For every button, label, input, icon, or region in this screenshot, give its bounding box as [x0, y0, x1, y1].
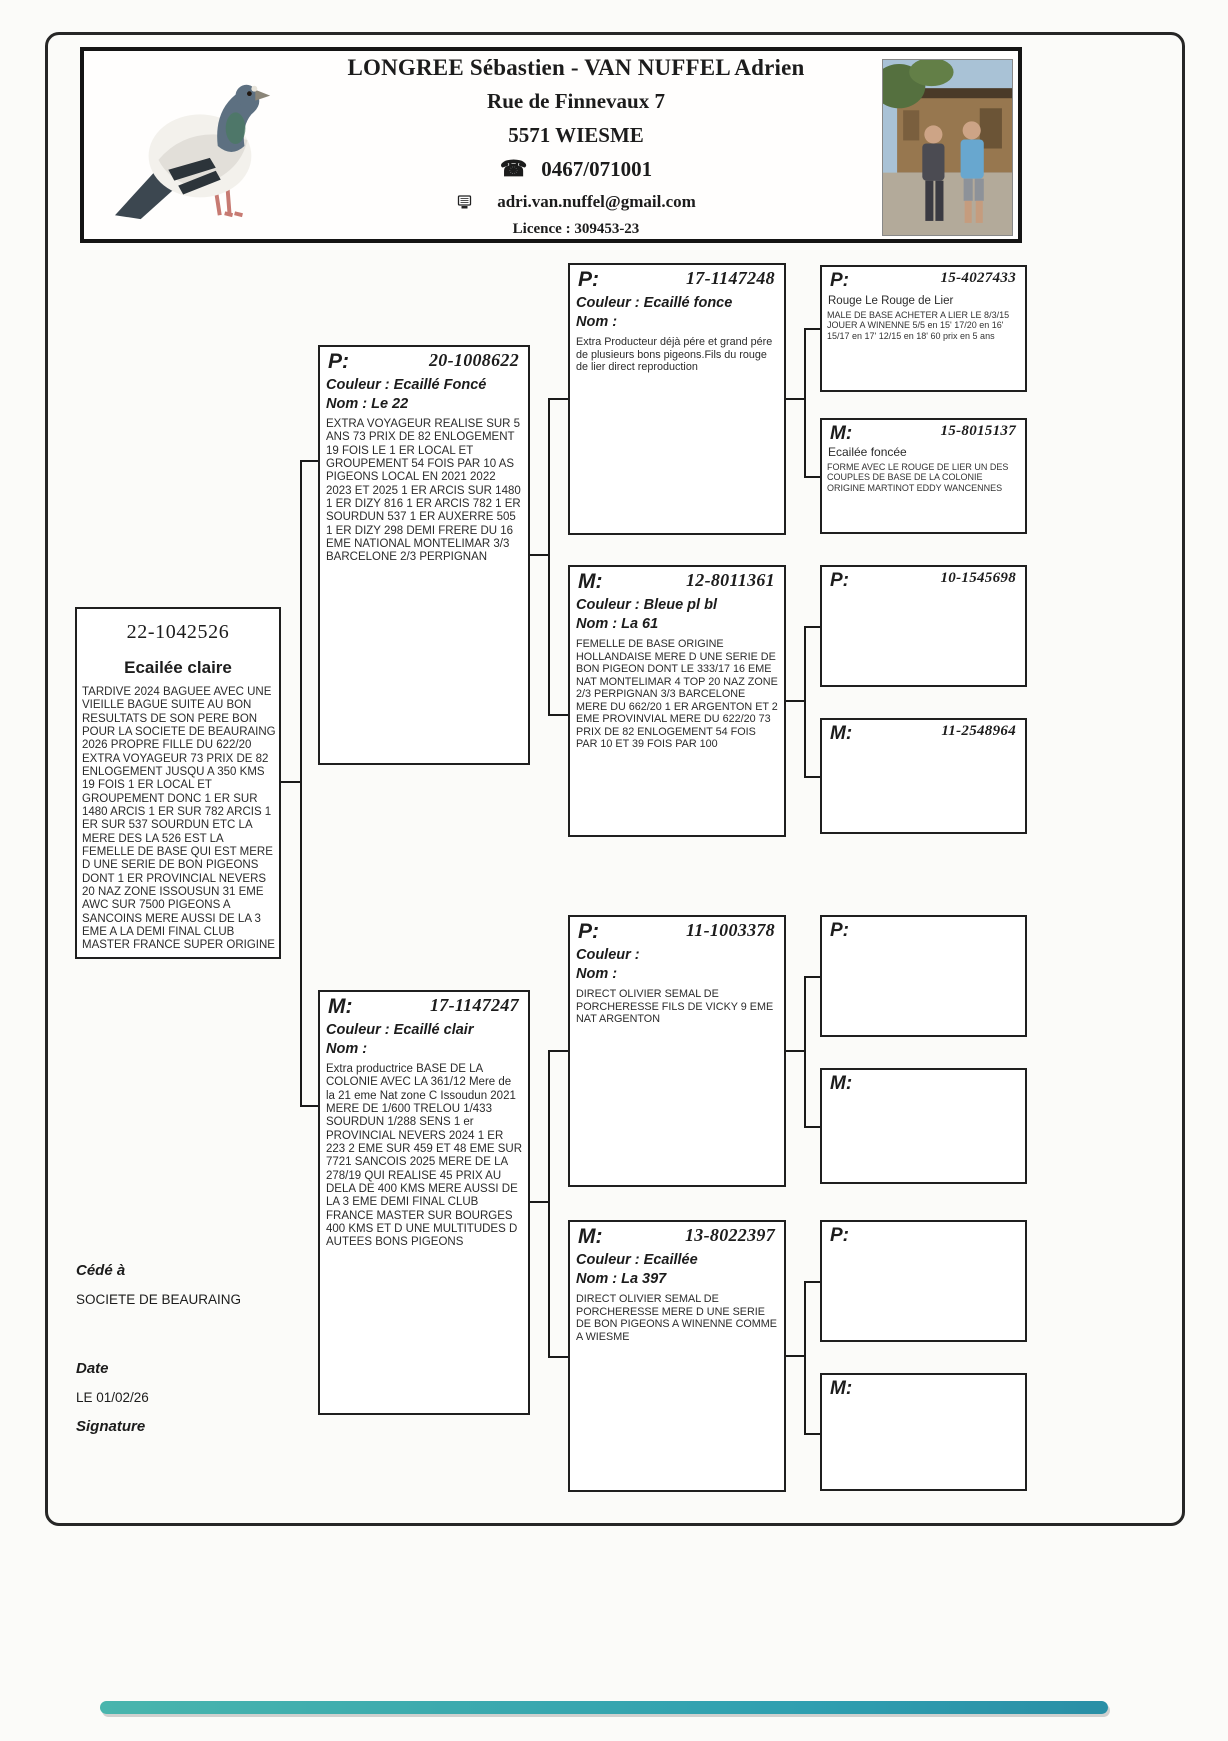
description-text: MALE DE BASE ACHETER A LIER LE 8/3/15 JOUER A WINENNE 5/5 en 15' 17/20 en 16' 15/17 en 17' 12/15 en 18' 60 prix en 5 ans	[827, 310, 1010, 341]
granddam-paternal-box	[568, 565, 786, 837]
granddam-maternal-box	[568, 1220, 786, 1492]
ring-number: 15-8015137	[940, 423, 1016, 439]
connector-line	[786, 1355, 804, 1357]
owner-address: Rue de Finnevaux 7	[487, 89, 665, 113]
role-label: P:	[830, 270, 849, 291]
connector-line	[806, 776, 820, 778]
connector-line	[281, 781, 300, 783]
connector-line	[804, 1281, 806, 1435]
ggparent-box-6	[820, 1068, 1027, 1184]
role-label: M:	[830, 423, 853, 444]
connector-line	[530, 554, 548, 556]
nom-line: Nom :	[576, 314, 618, 330]
dam-couleur: Couleur : Ecaillé clair	[326, 1022, 474, 1038]
sire-ring: 20-1008622	[429, 350, 519, 370]
sire-label: P:	[328, 350, 349, 373]
connector-line	[550, 1356, 568, 1358]
description-text: DIRECT OLIVIER SEMAL DE PORCHERESSE MERE D UNE SERIE DE BON PIGEONS A WINENNE COMME A WIESME	[576, 1293, 777, 1343]
grandsire-maternal-box	[568, 915, 786, 1187]
couleur-line: Couleur : Ecaillée	[576, 1252, 698, 1268]
couleur-line: Couleur :	[576, 947, 640, 963]
email-icon	[456, 195, 473, 210]
connector-line	[550, 714, 568, 716]
connector-line	[806, 626, 820, 628]
ggparent-box-2	[820, 418, 1027, 534]
role-label: M:	[578, 570, 603, 593]
owners-photo	[882, 59, 1013, 236]
role-label: P:	[830, 1225, 849, 1246]
color-name-line: Rouge Le Rouge de Lier	[828, 295, 954, 307]
grandsire-paternal-box	[568, 263, 786, 535]
bottom-scan-bar	[100, 1701, 1108, 1714]
ggparent-box-7	[820, 1220, 1027, 1342]
signature-label: Signature	[76, 1418, 146, 1435]
dam-description: Extra productrice BASE DE LA COLONIE AVEC LA 361/12 Mere de la 21 eme Nat zone C Issoudun 2021 MERE DE 1/600 TRELOU 1/433 SOURDUN 1/288 SENS 1 er PROVINCIAL NEVERS 2024 1 ER 223 2 EME SUR 459 ET 48 EME SUR 7721 SANCOIS 2025 MERE DE LA 278/19 QUI REALISE 45 PRIX AU DELA DE 400 KMS MERE AUSSI DE LA 3 EME DEMI FINAL CLUB FRANCE MASTER SUR BOURGES 400 KMS ET D UNE MULTITUDES D AUTEES BONS PIGEONS	[326, 1063, 523, 1249]
connector-line	[806, 476, 820, 478]
father-box	[318, 345, 530, 765]
role-label: M:	[578, 1225, 603, 1248]
connector-line	[550, 398, 568, 400]
connector-line	[786, 700, 804, 702]
connector-line	[302, 1105, 318, 1107]
ceded-label: Cédé à	[76, 1262, 126, 1279]
connector-line	[804, 328, 806, 478]
header	[80, 47, 1022, 243]
licence: Licence : 309453-23	[512, 221, 640, 237]
connector-line	[530, 1201, 548, 1203]
dam-ring: 17-1147247	[429, 995, 519, 1015]
subject-color: Ecailée claire	[124, 658, 232, 677]
connector-line	[300, 460, 302, 1107]
subject-ring: 22-1042526	[126, 621, 230, 643]
role-label: P:	[830, 570, 849, 591]
phone-number: 0467/071001	[541, 157, 653, 181]
ring-number: 15-4027433	[940, 270, 1016, 286]
connector-line	[804, 976, 806, 1128]
connector-line	[786, 398, 804, 400]
dam-nom: Nom :	[326, 1041, 368, 1057]
description-text: Extra Producteur déjà pére et grand pére de plusieurs bons pigeons.Fils du rouge de lier direct reproduction	[576, 336, 773, 374]
connector-line	[806, 1433, 820, 1435]
subject-box	[75, 607, 281, 959]
sire-couleur: Couleur : Ecaillé Foncé	[326, 377, 487, 393]
dam-label: M:	[328, 995, 353, 1018]
sire-nom: Nom : Le 22	[326, 396, 409, 412]
ring-number: 13-8022397	[685, 1225, 775, 1245]
ggparent-box-4	[820, 718, 1027, 834]
connector-line	[804, 626, 806, 778]
owner-city: 5571 WIESME	[508, 123, 644, 147]
date-value: LE 01/02/26	[76, 1390, 149, 1405]
role-label: P:	[830, 920, 849, 941]
ring-number: 11-2548964	[941, 723, 1016, 739]
ggparent-box-3	[820, 565, 1027, 687]
role-label: M:	[830, 1073, 853, 1094]
ggparent-box-5	[820, 915, 1027, 1037]
ring-number: 17-1147248	[685, 268, 775, 288]
role-label: P:	[578, 920, 599, 943]
description-text: DIRECT OLIVIER SEMAL DE PORCHERESSE FILS DE VICKY 9 EME NAT ARGENTON	[576, 988, 774, 1026]
connector-line	[550, 1050, 568, 1052]
ggparent-box-8	[820, 1373, 1027, 1491]
mother-box	[318, 990, 530, 1415]
connector-line	[548, 1050, 550, 1358]
date-label: Date	[76, 1360, 109, 1377]
ring-number: 11-1003378	[685, 920, 775, 940]
phone-icon: ☎	[499, 156, 528, 181]
description-text: FORME AVEC LE ROUGE DE LIER UN DES COUPLES DE BASE DE LA COLONIE ORIGINE MARTINOT EDDY WANCENNES	[827, 462, 1009, 493]
connector-line	[806, 976, 820, 978]
owner-email	[284, 192, 868, 212]
role-label: M:	[830, 1378, 853, 1399]
ceded-value: SOCIETE DE BEAURAING	[76, 1292, 242, 1307]
nom-line: Nom : La 397	[576, 1271, 667, 1287]
ggparent-box-1	[820, 265, 1027, 392]
connector-line	[548, 398, 550, 716]
owner-name: LONGREE Sébastien - VAN NUFFEL Adrien	[347, 55, 805, 80]
subject-description: TARDIVE 2024 BAGUEE AVEC UNE VIEILLE BAGUE SUITE AU BON RESULTATS DE SON PERE BON POUR LA SOCIETE DE BEAURAING 2026 PROPRE FILLE DU 622/20 EXTRA VOYAGEUR 73 PRIX DE 82 ENLOGEMENT JUSQU A 350 KMS 19 FOIS 1 ER LOCAL ET GROUPEMENT DONC 1 ER SUR 1480 ARCIS 1 ER SUR 782 ARCIS 1 ER SUR 537 SOURDUN ETC LA MERE DES LA 526 EST LA FEMELLE DE BASE QUI EST MERE D UNE SERIE DE BON PIGEONS DONT 1 ER PROVINCIAL NEVERS 20 NAZ ZONE ISSOUSUN 31 EME AWC SUR 7500 PIGEONS A SANCOINS MERE AUSSI DE LA 3 EME A LA DEMI FINAL CLUB MASTER FRANCE SUPER ORIGINE	[82, 686, 276, 952]
connector-line	[302, 460, 318, 462]
connector-line	[806, 328, 820, 330]
color-name-line: Ecailée foncée	[828, 445, 907, 459]
description-text: FEMELLE DE BASE ORIGINE HOLLANDAISE MERE D UNE SERIE DE BON PIGEON DONT LE 333/17 16 EME NAT MONTELIMAR 4 TOP 20 NAZ ZONE 2/3 PERPIGNAN 3/3 BARCELONE MERE DU 662/20 1 ER ARGENTON ET 2 EME PROVINVIAL MERE DU 622/20 73 PRIX DE 82 ENLOGEMENT 54 FOIS PAR 10 ET 39 FOIS PAR 100	[576, 638, 778, 751]
pigeon-photo	[98, 65, 298, 233]
header-text	[284, 55, 868, 238]
nom-line: Nom : La 61	[576, 616, 659, 632]
role-label: M:	[830, 723, 853, 744]
couleur-line: Couleur : Ecaillé fonce	[576, 295, 733, 311]
email-address: adri.van.nuffel@gmail.com	[497, 192, 696, 211]
connector-line	[806, 1126, 820, 1128]
owner-phone	[284, 156, 868, 182]
sire-description: EXTRA VOYAGEUR REALISE SUR 5 ANS 73 PRIX DE 82 ENLOGEMENT 19 FOIS LE 1 ER LOCAL ET GROUPEMENT 54 FOIS PAR 10 AS PIGEONS LOCAL EN 2021 2022 2023 ET 2025 1 ER ARCIS SUR 1480 1 ER DIZY 816 1 ER ARCIS 782 1 ER SOURDUN 537 1 ER AUXERRE 505 1 ER DIZY 298 DEMI FRERE DU 16 EME NATIONAL MONTELIMAR 3/3 BARCELONE 2/3 PERPIGNAN	[326, 418, 521, 564]
couleur-line: Couleur : Bleue pl bl	[576, 597, 717, 613]
connector-line	[806, 1281, 820, 1283]
nom-line: Nom :	[576, 966, 618, 982]
ring-number: 10-1545698	[940, 570, 1016, 586]
ring-number: 12-8011361	[685, 570, 775, 590]
role-label: P:	[578, 268, 599, 291]
connector-line	[786, 1050, 804, 1052]
